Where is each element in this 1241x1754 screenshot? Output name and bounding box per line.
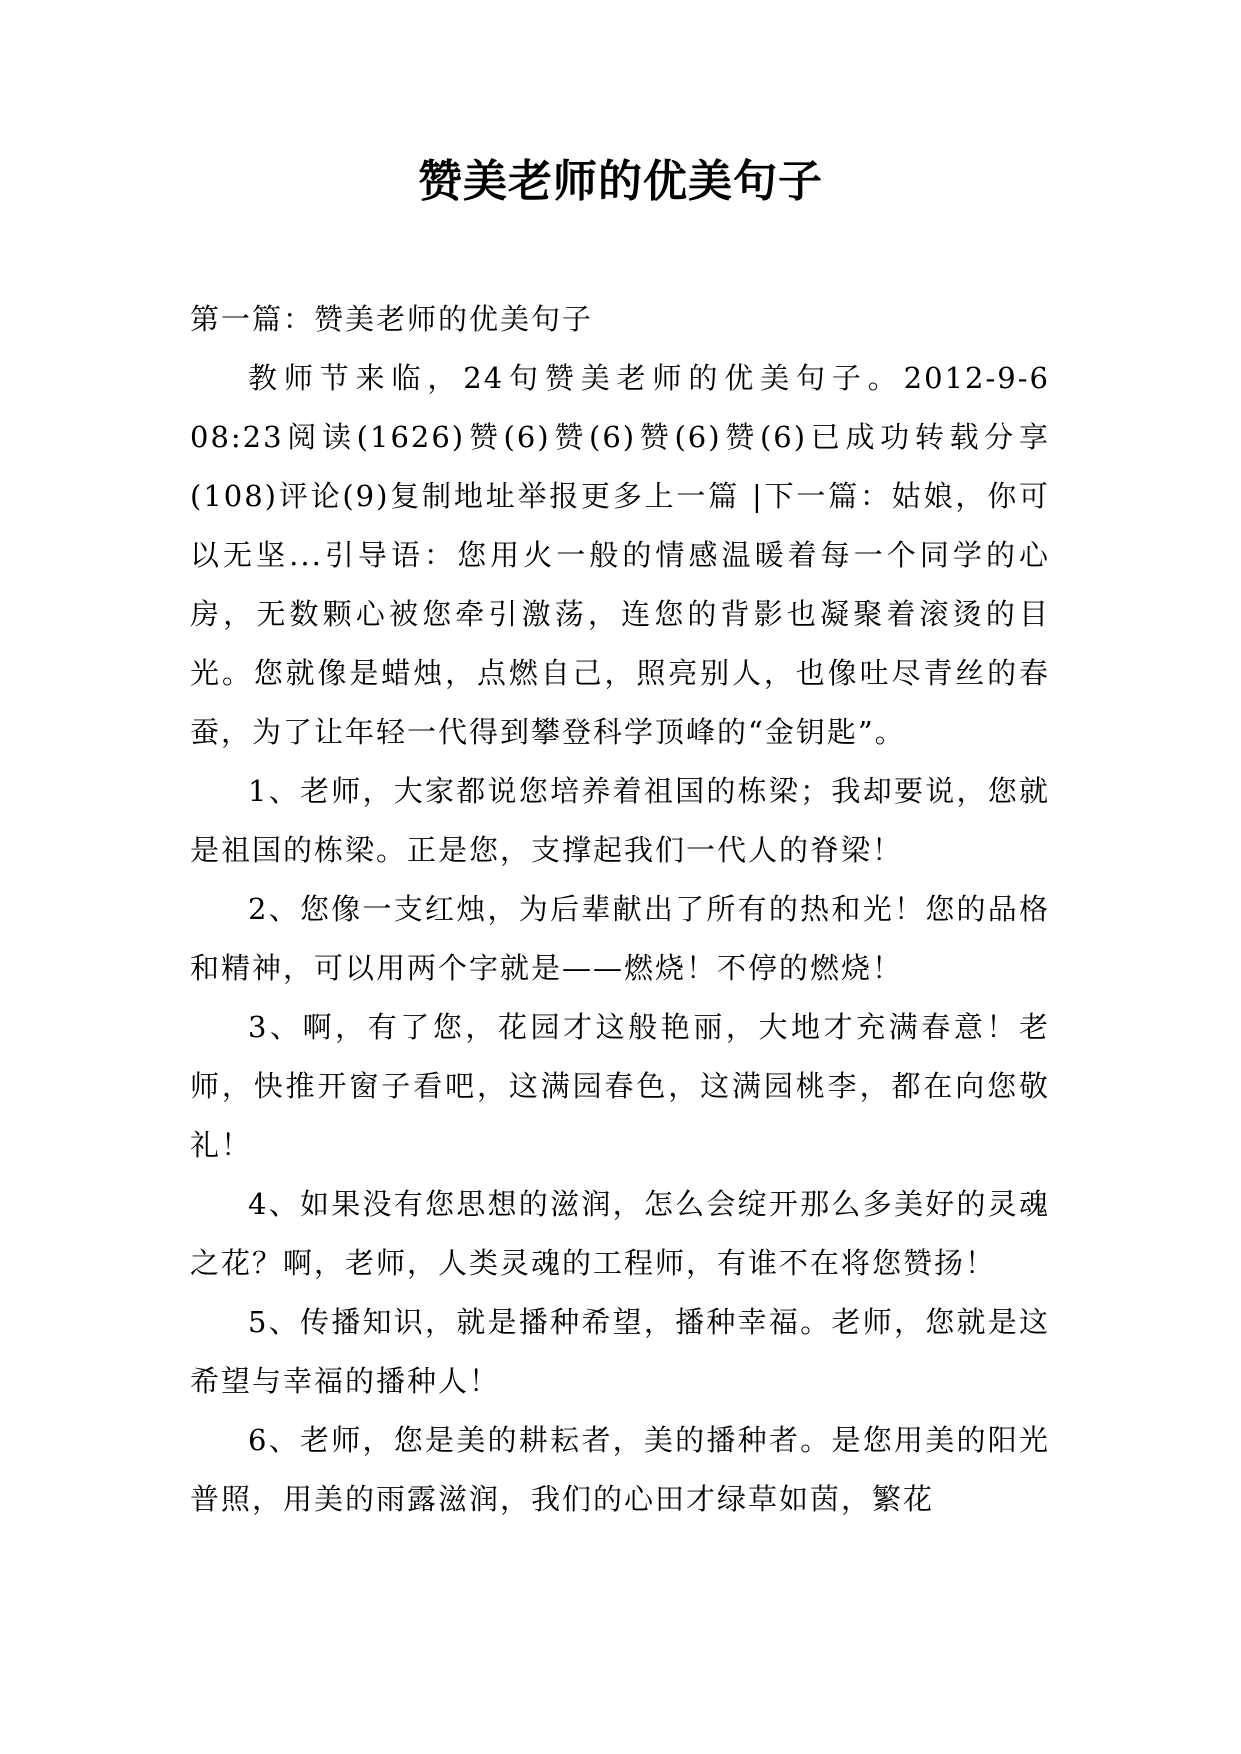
document-body (190, 290, 1050, 1529)
paragraph-item-4: 4、如果没有您思想的滋润，怎么会绽开那么多美好的灵魂之花？啊，老师，人类灵魂的工程师，有谁不在将您赞扬！ (190, 1187, 1050, 1280)
section-heading: 第一篇：赞美老师的优美句子 (190, 302, 594, 336)
paragraph-item-2: 2、您像一支红烛，为后辈献出了所有的热和光！您的品格和精神，可以用两个字就是——燃烧！不停的燃烧！ (190, 892, 1050, 985)
paragraph-item-3: 3、啊，有了您，花园才这般艳丽，大地才充满春意！老师，快推开窗子看吧，这满园春色，这满园桃李，都在向您敬礼！ (190, 1010, 1050, 1162)
paragraph-intro: 教师节来临，24句赞美老师的优美句子。2012-9-6 08:23阅读(1626)赞(6)赞(6)赞(6)赞(6)已成功转载分享(108)评论(9)复制地址举报更多上一篇 |下一篇：姑娘，你可以无坚...引导语：您用火一般的情感温暖着每一个同学的心房，无数颗心被您牵引激荡，连您的背影也凝聚着滚烫的目光。您就像是蜡烛，点燃自己，照亮别人，也像吐尽青丝的春蚕，为了让年轻一代得到攀登科学顶峰的“金钥匙”。 (190, 361, 1050, 749)
document-title: 赞美老师的优美句子 (418, 156, 823, 207)
paragraph-item-6: 6、老师，您是美的耕耘者，美的播种者。是您用美的阳光普照，用美的雨露滋润，我们的心田才绿草如茵，繁花 (190, 1423, 1050, 1516)
paragraph-item-1: 1、老师，大家都说您培养着祖国的栋梁；我却要说，您就是祖国的栋梁。正是您，支撑起我们一代人的脊梁！ (190, 774, 1050, 867)
paragraph-item-5: 5、传播知识，就是播种希望，播种幸福。老师，您就是这希望与幸福的播种人！ (190, 1305, 1050, 1398)
